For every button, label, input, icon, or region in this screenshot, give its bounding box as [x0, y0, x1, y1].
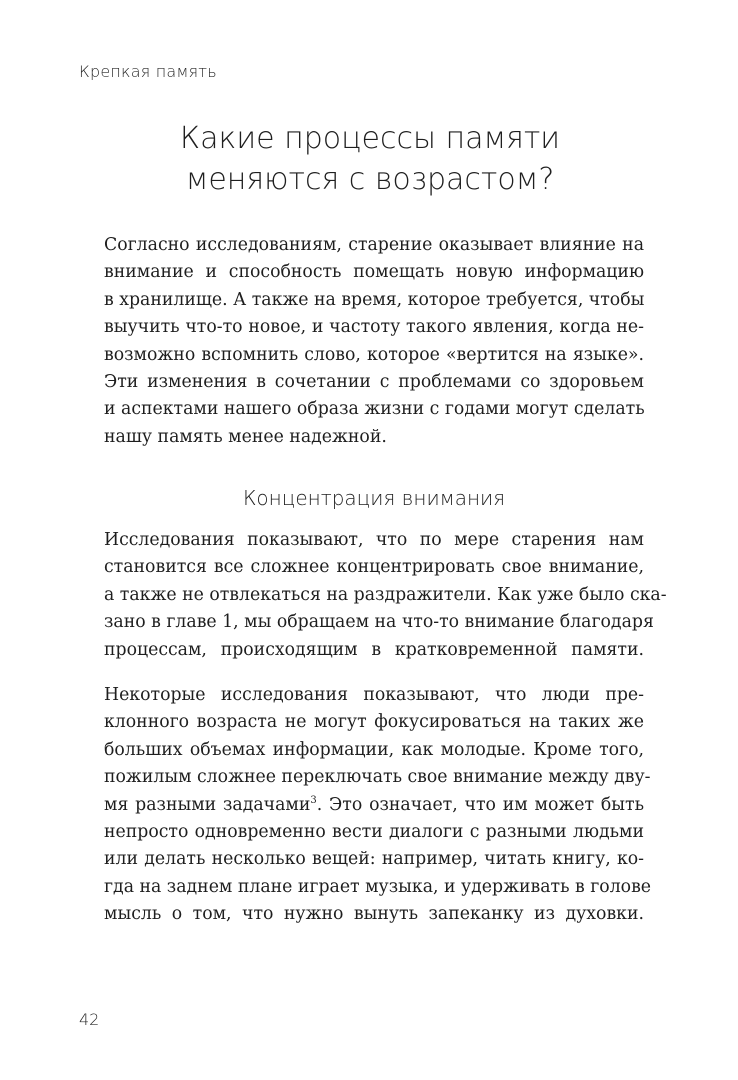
intro-paragraph — [104, 232, 644, 451]
text-line: и аспектами нашего образа жизни с годами могут сделать — [104, 399, 645, 420]
text-line: а также не отвлекаться на раздражители. Как уже было ска- — [104, 584, 667, 605]
text-line: процессам, происходящим в кратковременной памяти. — [104, 639, 644, 660]
chapter-title-line-2: меняются с возрастом? — [185, 162, 555, 197]
text-fragment: . Это означает, что им может быть — [316, 794, 645, 815]
chapter-title — [100, 118, 640, 200]
text-line: Эти изменения в сочетании с проблемами со здоровьем — [104, 372, 644, 393]
text-line: Некоторые исследования показывают, что люди пре- — [104, 685, 644, 705]
text-line: непросто одновременно вести диалоги с разными людьми — [104, 822, 644, 843]
running-head: Крепкая память — [79, 62, 217, 81]
text-line: Согласно исследованиям, старение оказывает влияние на — [104, 235, 644, 255]
chapter-title-line-1: Какие процессы памяти — [179, 121, 561, 156]
text-line: возможно вспомнить слово, которое «вертится на языке». — [104, 344, 644, 365]
paragraph-older-people — [104, 682, 652, 929]
text-line: становится все сложнее концентрировать свое внимание, — [104, 557, 644, 578]
section-subheading: Концентрация внимания — [242, 486, 506, 510]
paragraph-attention — [104, 527, 667, 664]
page-number: 42 — [79, 1010, 100, 1029]
footnote-reference[interactable]: 3 — [310, 794, 317, 806]
text-line-with-footnote — [104, 792, 644, 819]
text-line: Исследования показывают, что по мере старения нам — [104, 530, 644, 550]
text-line: внимание и способность помещать новую информацию — [104, 262, 644, 283]
text-line: или делать несколько вещей: например, читать книгу, ко- — [104, 849, 644, 870]
text-line: клонного возраста не могут фокусироваться на таких же — [104, 712, 644, 733]
text-line: больших объемах информации, как молодые. Кроме того, — [104, 739, 644, 760]
text-line: пожилым сложнее переключать свое внимание между дву- — [104, 767, 651, 788]
text-line: зано в главе 1, мы обращаем на что-то внимание благодаря — [104, 612, 654, 633]
text-line: мысль о том, что нужно вынуть запеканку из духовки. — [104, 904, 644, 925]
text-line: в хранилище. А также на время, которое требуется, чтобы — [104, 289, 645, 310]
text-line: нашу память менее надежной. — [104, 426, 387, 447]
text-line: выучить что-то новое, и частоту такого явления, когда не- — [104, 317, 644, 338]
text-fragment: мя разными задачами — [104, 794, 311, 815]
text-line: гда на заднем плане играет музыка, и удерживать в голове — [104, 876, 652, 897]
